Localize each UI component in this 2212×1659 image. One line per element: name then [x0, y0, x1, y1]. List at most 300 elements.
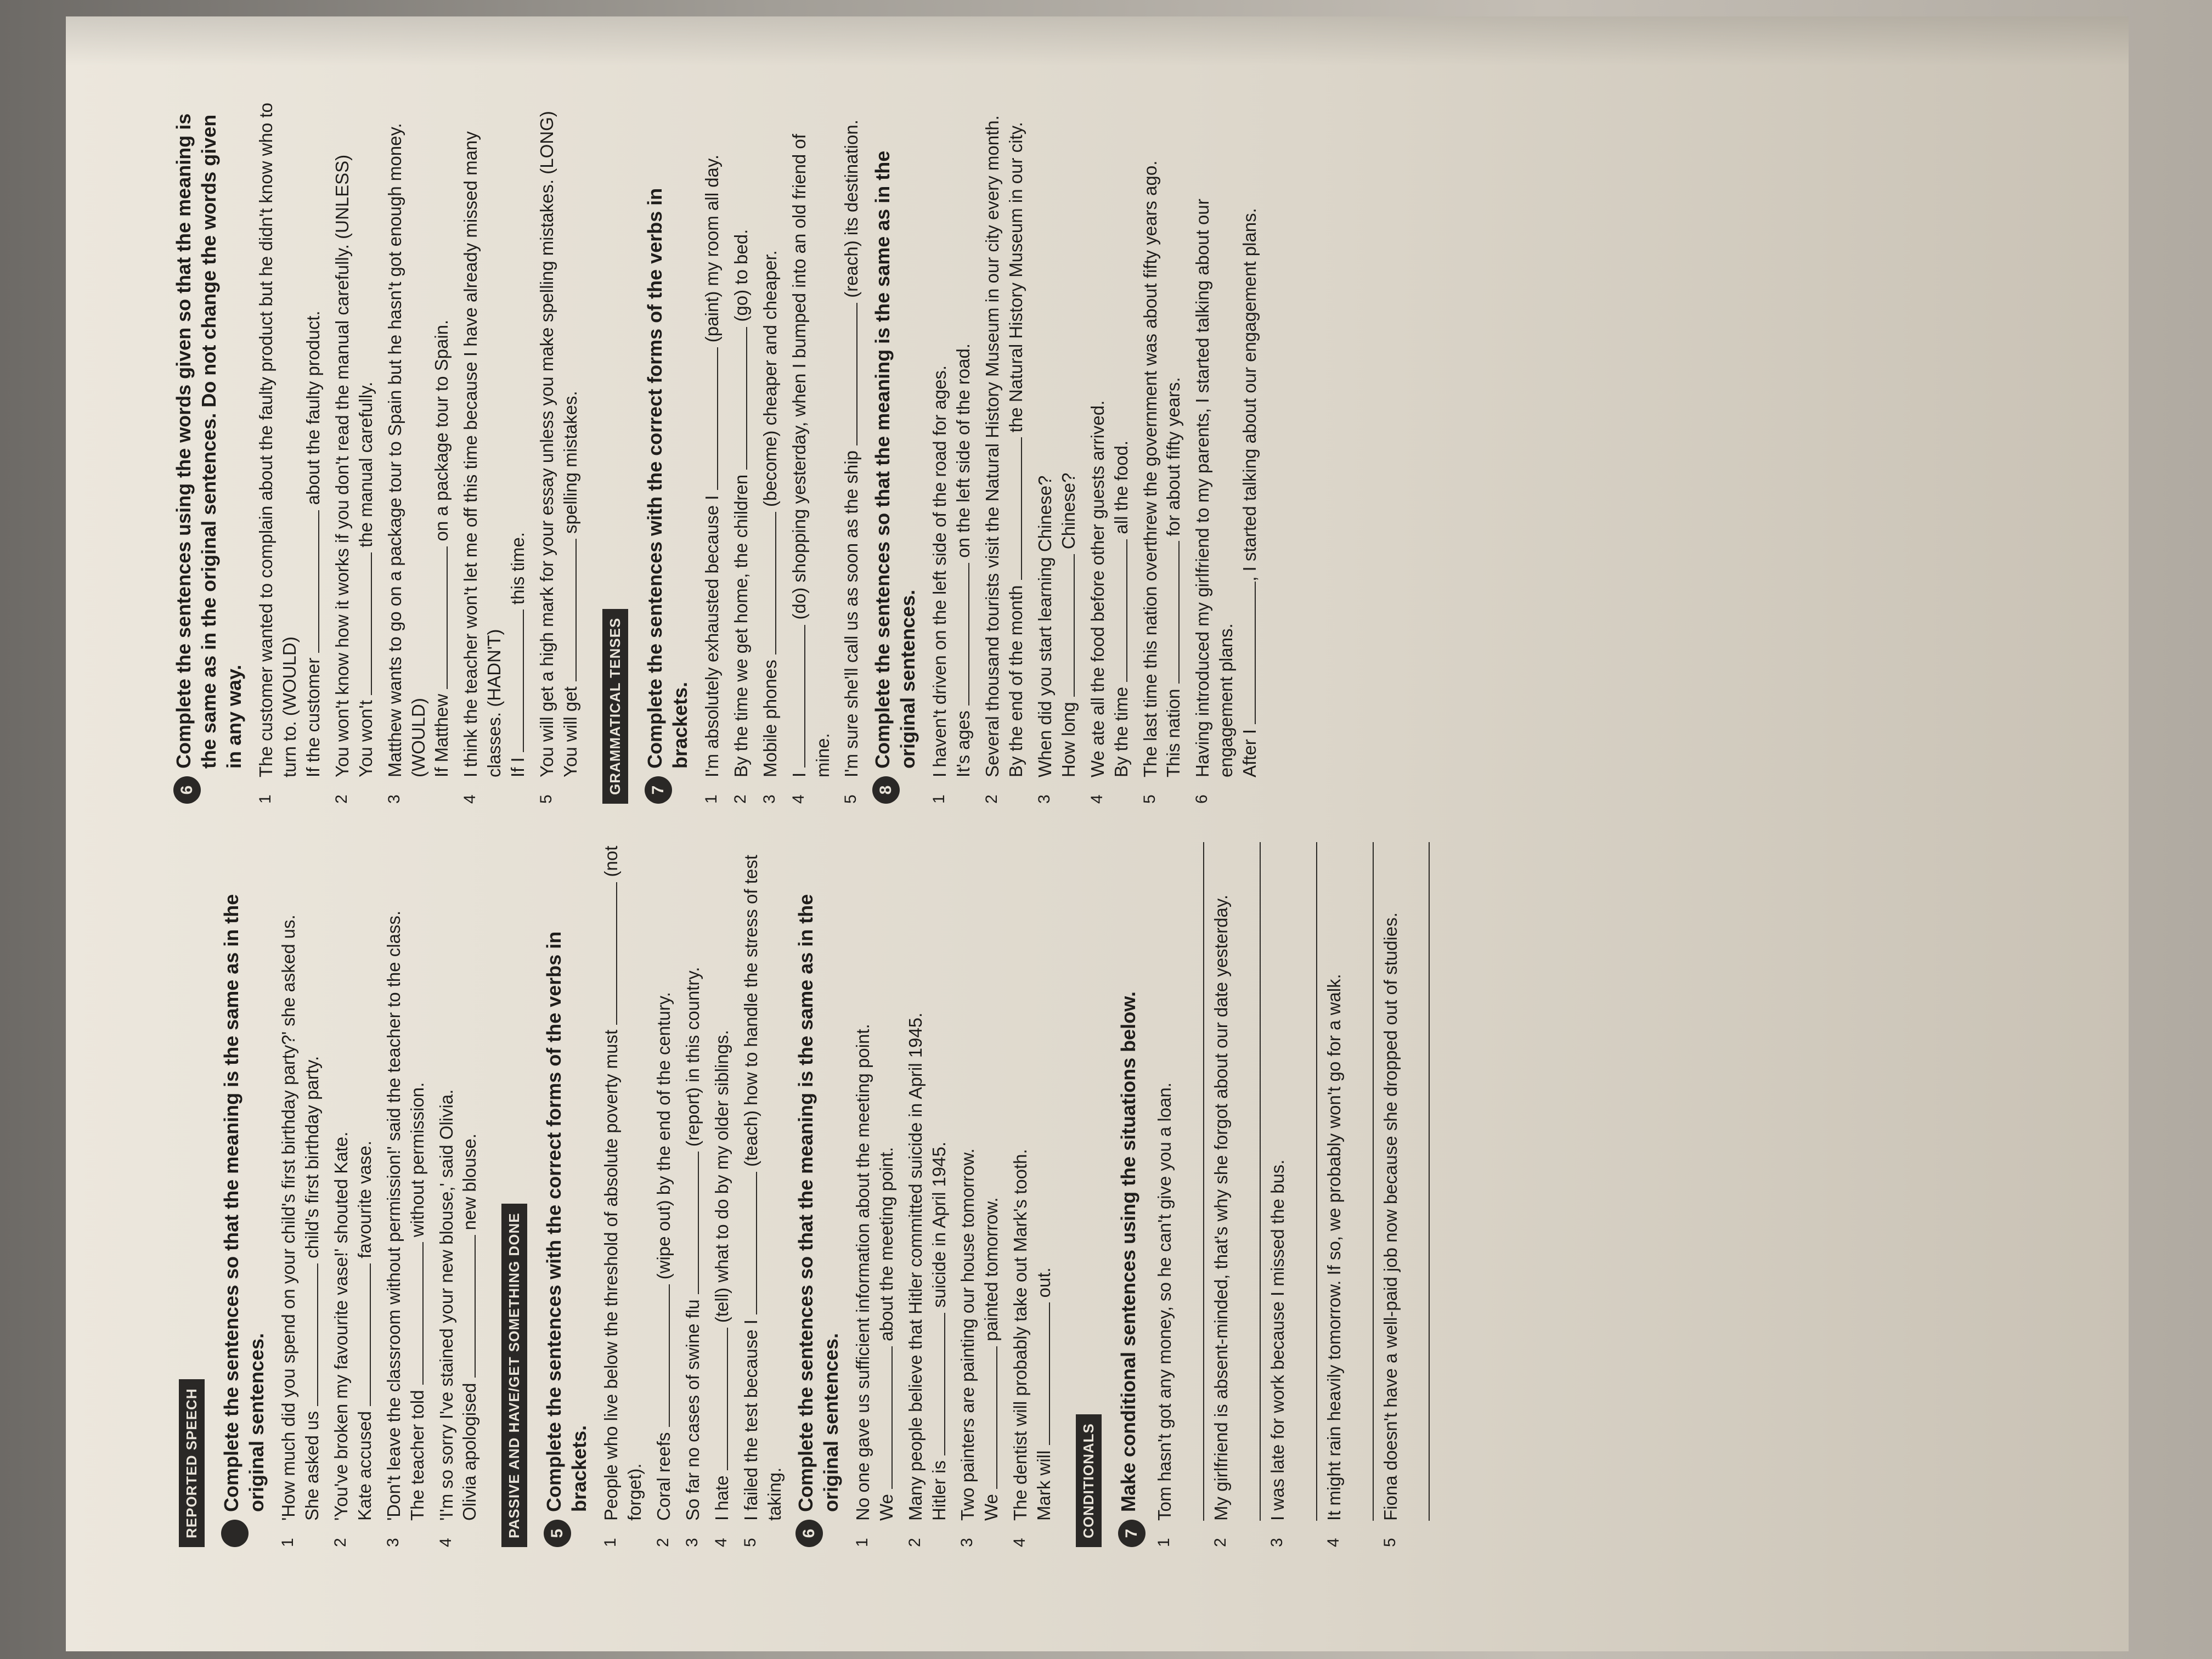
exercise-header: [219, 842, 269, 1547]
exercise-header: [541, 842, 592, 1547]
item-line: [730, 99, 753, 777]
answer-blank[interactable]: [303, 1263, 318, 1406]
section-heading: CONDITIONALS: [1076, 1414, 1102, 1547]
text-segment: The teacher told: [407, 1385, 427, 1521]
exercise-instruction: Complete the sentences using the words given so that the meaning is the same as in the original sentences. Do not change the words given in any way.: [172, 113, 246, 769]
text-segment: Coral reefs: [653, 1427, 674, 1521]
item-text: [1323, 842, 1374, 1521]
answer-line[interactable]: [1180, 842, 1204, 1521]
text-segment: Olivia apologised: [459, 1378, 480, 1521]
answer-blank[interactable]: [742, 1172, 757, 1314]
text-segment: Having introduced my girlfriend to my parents, I started talking about our engagement plans.: [1192, 199, 1237, 777]
item-line: [1162, 99, 1186, 777]
text-segment: (do) shopping yesterday, when I bumped into an old friend of mine.: [788, 134, 833, 777]
text-segment: painted tomorrow.: [981, 1197, 1002, 1346]
answer-blank[interactable]: [982, 1346, 997, 1489]
text-segment: out.: [1034, 1267, 1054, 1303]
item-line: [759, 99, 782, 777]
item-number: 3: [683, 1538, 702, 1547]
exercise-header: [793, 842, 844, 1547]
text-segment: Tom hasn't got any money, so he can't give you a loan.: [1154, 1082, 1175, 1521]
text-segment: By the time we get home, the children: [730, 469, 751, 777]
answer-blank[interactable]: [1164, 541, 1180, 684]
item-line: [458, 842, 482, 1521]
item-number: 4: [461, 794, 479, 804]
item-line: [701, 99, 724, 777]
exercise-item: [1153, 842, 1204, 1547]
item-text: [840, 99, 864, 777]
text-segment: Chinese?: [1058, 472, 1079, 555]
item-number: 3: [385, 794, 403, 804]
item-number: 1: [1154, 1538, 1173, 1547]
exercise-item: [1139, 99, 1186, 804]
section-heading: REPORTED SPEECH: [179, 1379, 205, 1547]
exercise-item: [383, 99, 454, 804]
item-number: 4: [436, 1538, 455, 1547]
worksheet-column: [165, 99, 2079, 804]
exercise-item: [740, 842, 787, 1547]
answer-blank[interactable]: [304, 510, 319, 653]
item-line: [1005, 99, 1028, 777]
answer-blank[interactable]: [1112, 539, 1127, 682]
item-number: 3: [1267, 1538, 1286, 1547]
text-segment: If Matthew: [431, 689, 452, 777]
item-number: 4: [1011, 1538, 1029, 1547]
item-number: 2: [731, 794, 749, 804]
item-text: [459, 99, 530, 777]
item-number: 2: [1211, 1538, 1229, 1547]
answer-blank[interactable]: [877, 1346, 893, 1489]
item-text: [383, 99, 454, 777]
item-text: [1266, 842, 1317, 1521]
item-line: [559, 99, 583, 777]
item-line: [459, 99, 506, 777]
item-line: [851, 842, 875, 1521]
item-line: [600, 842, 647, 1521]
text-segment: about the faulty product.: [303, 311, 324, 510]
text-segment: It's ages: [953, 705, 974, 777]
text-segment: I'm absolutely exhausted because I: [701, 490, 722, 777]
exercise-item: [277, 842, 324, 1547]
text-segment: I was late for work because I missed the bus.: [1267, 1159, 1288, 1521]
text-segment: 'How much did you spend on your child's first birthday party?' she asked us.: [278, 915, 299, 1521]
exercise-header: [642, 99, 693, 804]
text-segment: By the end of the month: [1006, 580, 1026, 777]
text-segment: You will get a high mark for your essay unless you make spelling mistakes. (LONG): [537, 111, 557, 777]
text-segment: People who live below the threshold of absolute poverty must: [601, 1024, 622, 1521]
item-line: [788, 99, 835, 777]
item-line: [255, 99, 302, 777]
item-line: [1210, 842, 1233, 1521]
exercise-item: [382, 842, 430, 1547]
item-text: [956, 842, 1003, 1521]
answer-blank[interactable]: [509, 610, 524, 752]
item-text: [759, 99, 782, 777]
exercise-item: [255, 99, 325, 804]
item-line: [840, 99, 864, 777]
item-line: [354, 99, 378, 777]
item-number: 3: [383, 1538, 402, 1547]
text-segment: If I: [507, 752, 528, 777]
text-segment: (teach) how to handle the stress of test taking.: [740, 855, 785, 1521]
item-line: [1379, 842, 1403, 1521]
text-segment: (tell) what to do by my older siblings.: [712, 1030, 732, 1328]
item-line: [1191, 99, 1238, 777]
item-number: 5: [741, 1538, 759, 1547]
exercise-item: [851, 842, 899, 1547]
text-segment: 'You've broken my favourite vase!' shouted Kate.: [330, 1131, 351, 1521]
item-text: [701, 99, 724, 777]
item-line: [330, 842, 353, 1521]
exercise-item: [330, 842, 377, 1547]
text-segment: We: [876, 1488, 896, 1521]
exercise-item: [1191, 99, 1262, 804]
item-line: [1238, 99, 1262, 777]
item-line: [302, 99, 325, 777]
exercise-header: [870, 99, 921, 804]
text-segment: The dentist will probably take out Mark's tooth.: [1010, 1149, 1031, 1521]
text-segment: 'I'm so sorry I've stained your new blouse,' said Olivia.: [436, 1089, 456, 1521]
text-segment: By the time: [1110, 681, 1131, 777]
item-line: [710, 842, 734, 1521]
item-number: 4: [712, 1538, 730, 1547]
answer-line[interactable]: [1406, 842, 1430, 1521]
answer-line[interactable]: [1237, 842, 1261, 1521]
item-text: [710, 842, 734, 1521]
item-line: [1009, 842, 1032, 1521]
text-segment: (not forget).: [601, 845, 645, 1521]
exercise-item: [1323, 842, 1374, 1547]
item-text: [435, 842, 482, 1521]
text-segment: I haven't driven on the left side of the road for ages.: [929, 365, 950, 777]
exercise-instruction: Complete the sentences with the correct forms of the verbs in brackets.: [543, 931, 591, 1512]
item-line: [435, 842, 459, 1521]
answer-blank[interactable]: [790, 625, 805, 768]
item-line: [430, 99, 454, 777]
answer-blank[interactable]: [432, 546, 448, 689]
item-number: 3: [760, 794, 778, 804]
answer-blank[interactable]: [842, 303, 857, 445]
exercise-item: [435, 842, 482, 1547]
item-line: [1057, 99, 1081, 777]
worksheet-column: [165, 842, 2079, 1547]
text-segment: Mobile phones: [759, 654, 780, 777]
item-number: 1: [702, 794, 720, 804]
item-line: [1110, 99, 1133, 777]
exercise-item: [331, 99, 378, 804]
answer-blank[interactable]: [732, 327, 747, 470]
exercise-number-badge: 6: [795, 1520, 823, 1547]
item-number: 5: [537, 794, 556, 804]
answer-blank[interactable]: [356, 1263, 371, 1406]
exercise-item: [710, 842, 734, 1547]
item-text: [1086, 99, 1133, 777]
text-segment: all the food.: [1110, 440, 1131, 539]
item-line: [406, 842, 430, 1521]
exercise-item: [956, 842, 1003, 1547]
text-segment: If the customer: [303, 652, 324, 777]
text-segment: I think the teacher won't let me off this time because I have already missed many classes. (HADN'T): [460, 131, 505, 777]
item-line: [952, 99, 975, 777]
item-number: 4: [1087, 794, 1106, 804]
exercise-item: [1086, 99, 1133, 804]
answer-blank[interactable]: [1059, 554, 1075, 697]
item-text: [535, 99, 583, 777]
item-number: 4: [789, 794, 808, 804]
text-segment: I hate: [712, 1470, 732, 1521]
exercise-item: [928, 99, 975, 804]
answer-blank[interactable]: [654, 1284, 670, 1427]
item-text: [1191, 99, 1262, 777]
text-segment: The last time this nation overthrew the government was about fifty years ago.: [1139, 160, 1160, 777]
item-line: [331, 99, 354, 777]
item-line: [652, 842, 676, 1521]
text-segment: This nation: [1163, 684, 1184, 777]
exercise-instruction: Complete the sentences with the correct forms of the verbs in brackets.: [643, 188, 691, 769]
item-number: 2: [332, 794, 351, 804]
exercise-item: [681, 842, 705, 1547]
exercise-number-badge: 8: [872, 776, 900, 804]
text-segment: My girlfriend is absent-minded, that's why she forgot about our date yesterday.: [1210, 894, 1231, 1521]
item-line: [301, 842, 324, 1521]
exercise-item: [904, 842, 951, 1547]
text-segment: (paint) my room all day.: [701, 154, 722, 348]
item-line: [928, 99, 952, 777]
answer-line[interactable]: [1350, 842, 1374, 1521]
item-text: [681, 842, 705, 1521]
item-line: [875, 842, 899, 1521]
text-segment: I'm sure she'll call us as soon as the ship: [841, 445, 862, 777]
exercise-item: [981, 99, 1028, 804]
text-segment: No one gave us sufficient information about the meeting point.: [852, 1024, 873, 1521]
exercise-item: [535, 99, 583, 804]
exercise-number-badge: 7: [645, 776, 672, 804]
exercise-number-badge: 6: [173, 776, 201, 804]
page-shadow: [66, 16, 2129, 66]
exercise-item: [459, 99, 530, 804]
item-text: [1210, 842, 1261, 1521]
text-segment: I: [788, 767, 809, 777]
item-text: [382, 842, 430, 1521]
item-line: [1139, 99, 1163, 777]
text-segment: The customer wanted to complain about the faulty product but he didn't know who to turn to. (WOULD): [256, 103, 300, 777]
item-line: [956, 842, 980, 1521]
item-line: [353, 842, 377, 1521]
exercise-number-badge: [221, 1520, 249, 1547]
text-segment: After I: [1239, 724, 1260, 777]
item-text: [904, 842, 951, 1521]
text-segment: (report) in this country.: [682, 967, 703, 1152]
item-number: 2: [331, 1538, 349, 1547]
item-text: [255, 99, 325, 777]
item-number: 1: [853, 1538, 871, 1547]
item-number: 1: [930, 794, 949, 804]
item-text: [1153, 842, 1204, 1521]
text-segment: Several thousand tourists visit the Natural History Museum in our city every month.: [982, 115, 1003, 777]
item-text: [1009, 842, 1056, 1521]
exercise-instruction: Make conditional sentences using the situations below.: [1116, 991, 1139, 1512]
text-segment: on the left side of the road.: [953, 343, 974, 563]
exercise-item: [1034, 99, 1081, 804]
item-number: 2: [905, 1538, 924, 1547]
answer-line[interactable]: [1293, 842, 1317, 1521]
text-segment: suicide in April 1945.: [928, 1141, 949, 1313]
worksheet-page: [66, 16, 2129, 1651]
item-text: [1034, 99, 1081, 777]
item-number: 5: [1140, 794, 1159, 804]
answer-blank[interactable]: [561, 539, 577, 681]
item-text: [928, 99, 975, 777]
exercise-item: [1266, 842, 1317, 1547]
item-line: [981, 99, 1005, 777]
item-line: [277, 842, 301, 1521]
item-line: [904, 842, 928, 1521]
text-segment: When did you start learning Chinese?: [1035, 475, 1056, 777]
text-segment: this time.: [507, 532, 528, 610]
item-text: [740, 842, 787, 1521]
section-heading: GRAMMATICAL TENSES: [602, 609, 628, 804]
exercise-instruction: Complete the sentences so that the meaning is the same as in the original sentences.: [220, 894, 268, 1512]
text-segment: for about fifty years.: [1163, 377, 1184, 541]
text-segment: Matthew wants to go on a package tour to Spain but he hasn't got enough money. (WOULD): [384, 123, 428, 777]
item-line: [740, 842, 787, 1521]
item-text: [330, 842, 377, 1521]
text-segment: She asked us: [302, 1406, 323, 1521]
text-segment: You won't know how it works if you don't read the manual carefully. (UNLESS): [331, 154, 352, 777]
exercise-instruction: Complete the sentences so that the meaning is the same as in the original sentences.: [871, 150, 919, 769]
answer-blank[interactable]: [761, 512, 776, 654]
answer-blank[interactable]: [930, 1313, 945, 1455]
item-number: 5: [1380, 1538, 1399, 1547]
item-text: [277, 842, 324, 1521]
item-number: 3: [1035, 794, 1054, 804]
text-segment: the Natural History Museum in our city.: [1006, 122, 1026, 438]
text-segment: So far no cases of swine flu: [682, 1294, 703, 1521]
answer-blank[interactable]: [684, 1152, 699, 1294]
text-segment: 'Don't leave the classroom without permission!' said the teacher to the class.: [383, 910, 404, 1521]
text-segment: Two painters are painting our house tomorrow.: [957, 1148, 978, 1521]
item-text: [600, 842, 647, 1521]
text-segment: You won't: [355, 695, 376, 777]
text-segment: child's first birthday party.: [302, 1056, 323, 1263]
text-segment: the manual carefully.: [355, 381, 376, 552]
item-number: 2: [654, 1538, 673, 1547]
item-number: 1: [601, 1538, 620, 1547]
item-text: [1379, 842, 1430, 1521]
exercise-header: [1116, 842, 1146, 1547]
item-number: 1: [256, 794, 275, 804]
exercise-item: [600, 842, 647, 1547]
answer-blank[interactable]: [954, 563, 969, 706]
exercise-item: [788, 99, 835, 804]
text-segment: It might rain heavily tomorrow. If so, we probably won't go for a walk.: [1323, 974, 1344, 1521]
text-segment: Many people believe that Hitler committed suicide in April 1945.: [905, 1012, 926, 1521]
text-segment: spelling mistakes.: [560, 391, 580, 539]
section-heading: PASSIVE AND HAVE/GET SOMETHING DONE: [501, 1204, 527, 1547]
item-number: 2: [983, 794, 1001, 804]
text-segment: on a package tour to Spain.: [431, 319, 452, 546]
item-text: [730, 99, 753, 777]
exercise-instruction: Complete the sentences so that the meaning is the same as in the original sentences.: [794, 894, 842, 1512]
answer-blank[interactable]: [602, 882, 617, 1025]
item-number: 1: [279, 1538, 297, 1547]
item-line: [1034, 99, 1057, 777]
item-line: [535, 99, 559, 777]
item-text: [652, 842, 676, 1521]
exercise-item: [840, 99, 864, 804]
text-segment: Hitler is: [928, 1455, 949, 1521]
item-line: [1323, 842, 1346, 1521]
item-text: [331, 99, 378, 777]
exercise-item: [701, 99, 724, 804]
item-text: [1139, 99, 1186, 777]
text-segment: I failed the test because I: [740, 1314, 761, 1521]
item-number: 4: [1324, 1538, 1342, 1547]
text-segment: Kate accused: [354, 1406, 375, 1521]
text-segment: without permission.: [407, 1082, 427, 1243]
item-line: [980, 842, 1003, 1521]
text-segment: (become) cheaper and cheaper.: [759, 250, 780, 512]
item-line: [681, 842, 705, 1521]
item-text: [981, 99, 1028, 777]
item-line: [1266, 842, 1290, 1521]
item-line: [506, 99, 530, 777]
exercise-header: [171, 99, 247, 804]
text-segment: , I started talking about our engagement plans.: [1239, 208, 1260, 582]
item-line: [1086, 99, 1110, 777]
exercise-number-badge: 7: [1118, 1520, 1146, 1547]
exercise-item: [1210, 842, 1261, 1547]
item-line: [383, 99, 431, 777]
item-line: [1153, 842, 1177, 1521]
answer-blank[interactable]: [1007, 437, 1022, 580]
item-number: 5: [842, 794, 860, 804]
answer-blank[interactable]: [460, 1235, 476, 1378]
text-segment: (wipe out) by the end of the century.: [653, 992, 674, 1285]
item-number: 6: [1193, 794, 1211, 804]
item-number: 3: [958, 1538, 977, 1547]
item-line: [1032, 842, 1056, 1521]
text-segment: (reach) its destination.: [841, 120, 862, 303]
text-segment: Fiona doesn't have a well-paid job now because she dropped out of studies.: [1380, 912, 1401, 1521]
text-segment: We ate all the food before other guests arrived.: [1087, 400, 1108, 777]
exercise-item: [1379, 842, 1430, 1547]
answer-blank[interactable]: [713, 1328, 728, 1470]
text-segment: favourite vase.: [354, 1141, 375, 1263]
text-segment: new blouse.: [459, 1133, 480, 1235]
exercise-number-badge: 5: [544, 1520, 571, 1547]
exercise-item: [730, 99, 753, 804]
answer-blank[interactable]: [703, 347, 718, 490]
exercise-item: [1009, 842, 1056, 1547]
item-text: [788, 99, 835, 777]
text-segment: How long: [1058, 697, 1079, 777]
exercise-item: [759, 99, 782, 804]
item-line: [928, 842, 951, 1521]
item-line: [382, 842, 406, 1521]
text-segment: (go) to bed.: [730, 229, 751, 327]
text-segment: Mark will: [1034, 1445, 1054, 1521]
answer-blank[interactable]: [1035, 1303, 1050, 1446]
exercise-item: [652, 842, 676, 1547]
answer-blank[interactable]: [408, 1242, 424, 1385]
text-segment: We: [981, 1488, 1002, 1521]
text-segment: You will get: [560, 681, 580, 777]
answer-blank[interactable]: [1240, 582, 1256, 724]
answer-blank[interactable]: [357, 552, 372, 695]
item-text: [851, 842, 899, 1521]
text-segment: about the meeting point.: [876, 1147, 896, 1346]
